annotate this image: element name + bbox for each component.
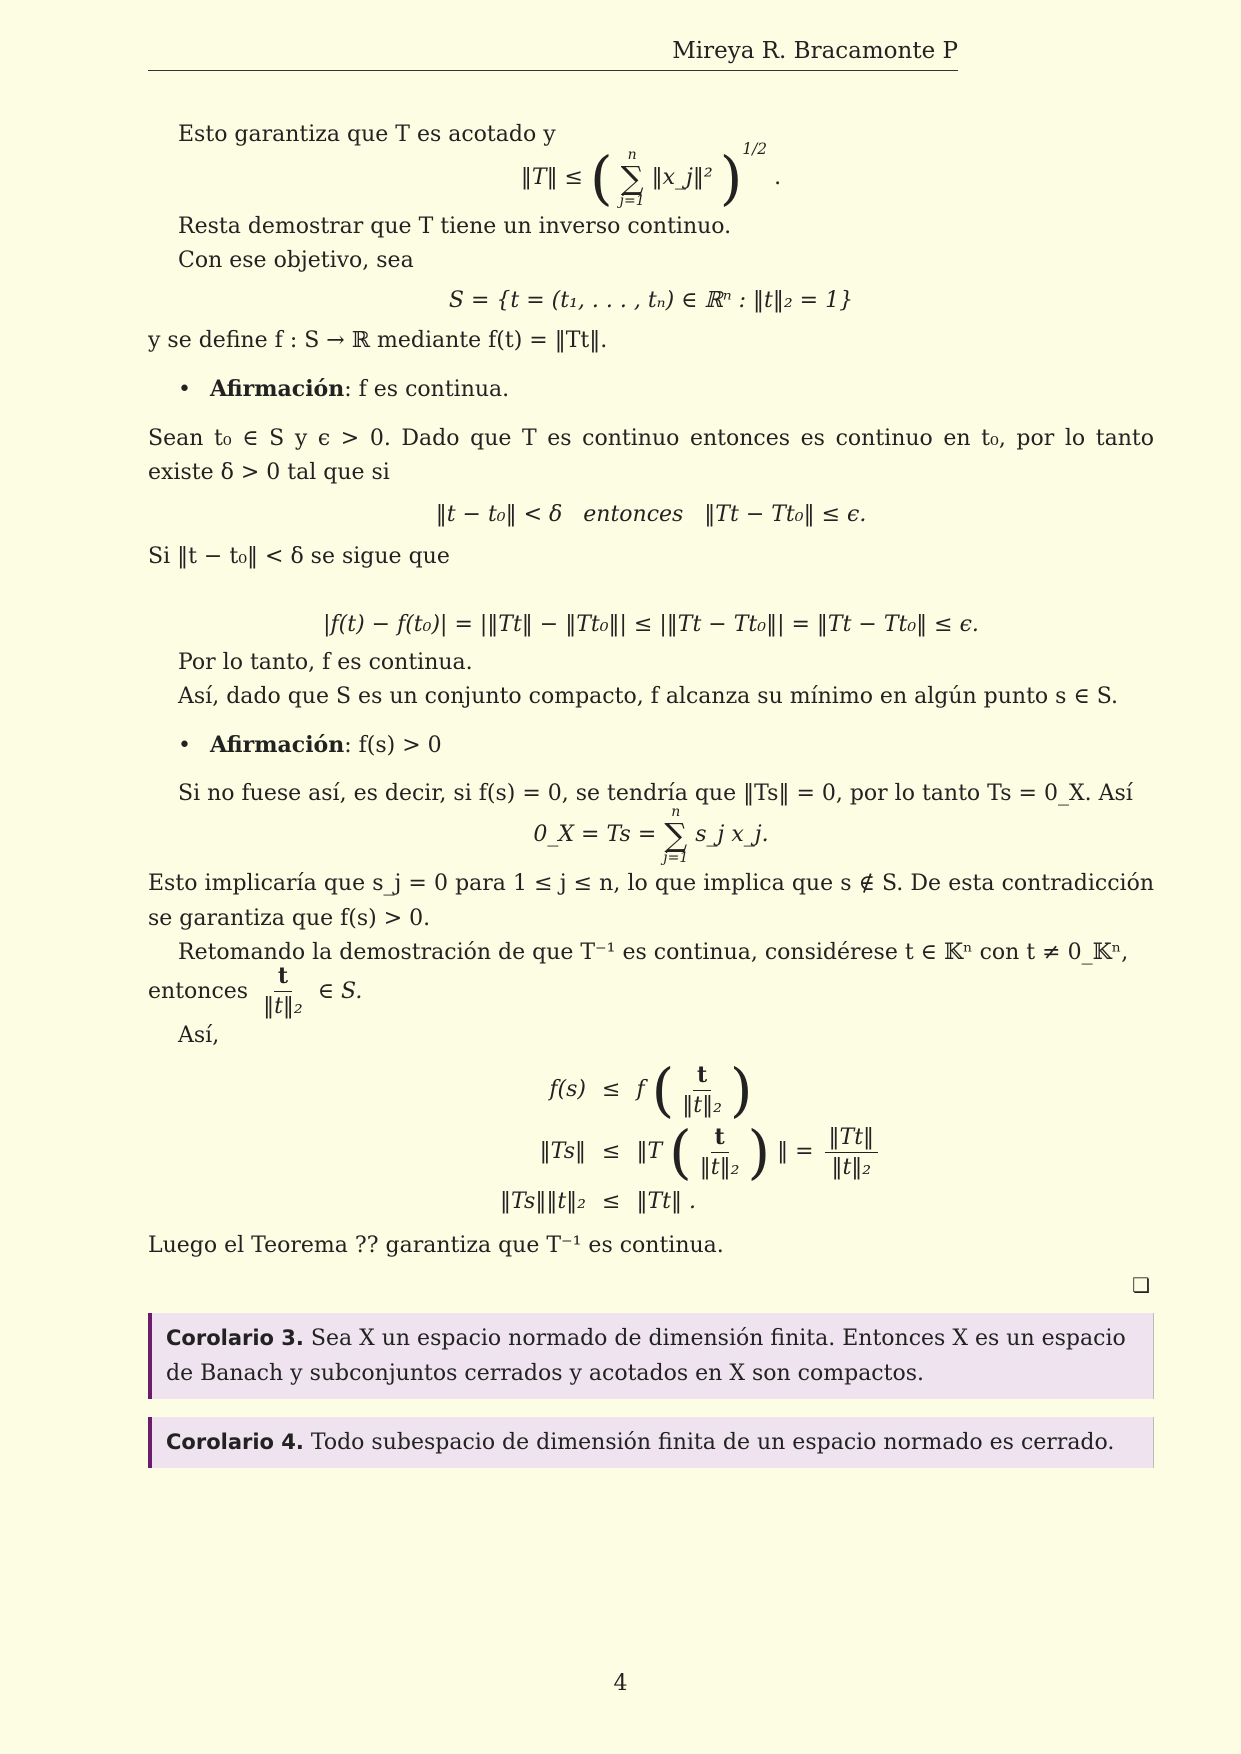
paragraph: Esto garantiza que T es acotado y [178, 122, 556, 147]
fraction: $\frac{t}{\text{‖t‖₂}}$ [263, 962, 303, 1019]
paragraph: Si ‖t − t₀‖ < δ se sigue que [148, 543, 450, 569]
equation-norm-bound: ‖T‖ ≤ ( n ∑ j=1 ‖x_j‖² )$^{1/2}$ . [520, 139, 782, 213]
equation-inequality-chain: |f(t) − f(t₀)| = |‖Tt‖ − ‖Tt₀‖| ≤ |‖Tt − Tt₀‖| = ‖Tt − Tt₀‖ ≤ ϵ. [323, 611, 979, 637]
paragraph: Retomando la demostración de que T⁻¹ es continua, considérese t ∈ 𝕂ⁿ con t ≠ 0_𝕂ⁿ, [178, 939, 1129, 965]
claim-2: • Afirmación: f(s) > 0 [178, 728, 1154, 763]
paragraph: entonces $\frac{t}{\text{‖t‖₂}}$ ∈ S. [148, 962, 363, 1019]
corollary-4: Corolario 4. Todo subespacio de dimensión finita de un espacio normado es cerrado. [148, 1417, 1154, 1468]
paragraph: Así, dado que S es un conjunto compacto, f alcanza su mínimo en algún punto s ∈ S. [178, 684, 1119, 710]
paragraph: Sean t₀ ∈ S y ϵ > 0. Dado que T es continuo entonces es continuo en t₀, por lo tanto existe δ > 0 tal que si [148, 425, 1154, 485]
equation-continuity: ‖t − t₀‖ < δ entonces ‖Tt − Tt₀‖ ≤ ϵ. [435, 501, 867, 527]
summation-symbol: n ∑ j=1 [619, 147, 645, 210]
summation-symbol: n ∑ j=1 [663, 804, 689, 867]
paragraph: y se define f : S → ℝ mediante f(t) = ‖Tt‖. [148, 328, 608, 354]
claim-1: • Afirmación: f es continua. [178, 372, 1154, 407]
paragraph: Si no fuese así, es decir, si f(s) = 0, se tendría que ‖Ts‖ = 0, por lo tanto Ts = 0_X. Así [178, 781, 1133, 807]
page-number: 4 [613, 1671, 628, 1696]
qed-square-icon: ❏ [1132, 1272, 1150, 1297]
page-body [148, 118, 1154, 1468]
bullet-icon: • [178, 377, 191, 403]
paragraph: Esto implicaría que s_j = 0 para 1 ≤ j ≤ n, lo que implica que s ∉ S. De esta contradicción se garantiza que f(s) > 0. [148, 871, 1154, 931]
bullet-icon: • [178, 733, 191, 759]
aligned-row: ‖Ts‖‖t‖₂ ≤ ‖Tt‖ . [499, 1189, 696, 1215]
aligned-row: ‖Ts‖ ≤ ‖T ( $\frac{t}{\text{‖t‖₂}}$ ) ‖ = $\frac{‖Tt‖}{\text{‖t‖₂}}$ [492, 1121, 890, 1183]
running-header: Mireya R. Bracamonte P [148, 38, 958, 71]
corollary-3: Corolario 3. Sea X un espacio normado de dimensión finita. Entonces X es un espacio de Banach y subconjuntos cerrados y acotados en X son compactos. [148, 1313, 1154, 1399]
paragraph: Luego el Teorema ?? garantiza que T⁻¹ es continua. [148, 1233, 724, 1259]
paragraph: Por lo tanto, f es continua. [178, 650, 473, 676]
paragraph: Con ese objetivo, sea [178, 248, 414, 274]
aligned-row: f(s) ≤ f ( $\frac{t}{\text{‖t‖₂}}$ ) [549, 1056, 753, 1125]
equation-set-S: S = {t = (t₁, . . . , tₙ) ∈ ℝⁿ : ‖t‖₂ = 1} [448, 288, 854, 314]
paragraph: Resta demostrar que T tiene un inverso continuo. [178, 214, 732, 240]
equation-zero-sum: 0_X = Ts = n ∑ j=1 s_j x_j. [533, 804, 769, 867]
paragraph: Así, [178, 1023, 220, 1049]
aligned-equations [492, 1056, 890, 1221]
